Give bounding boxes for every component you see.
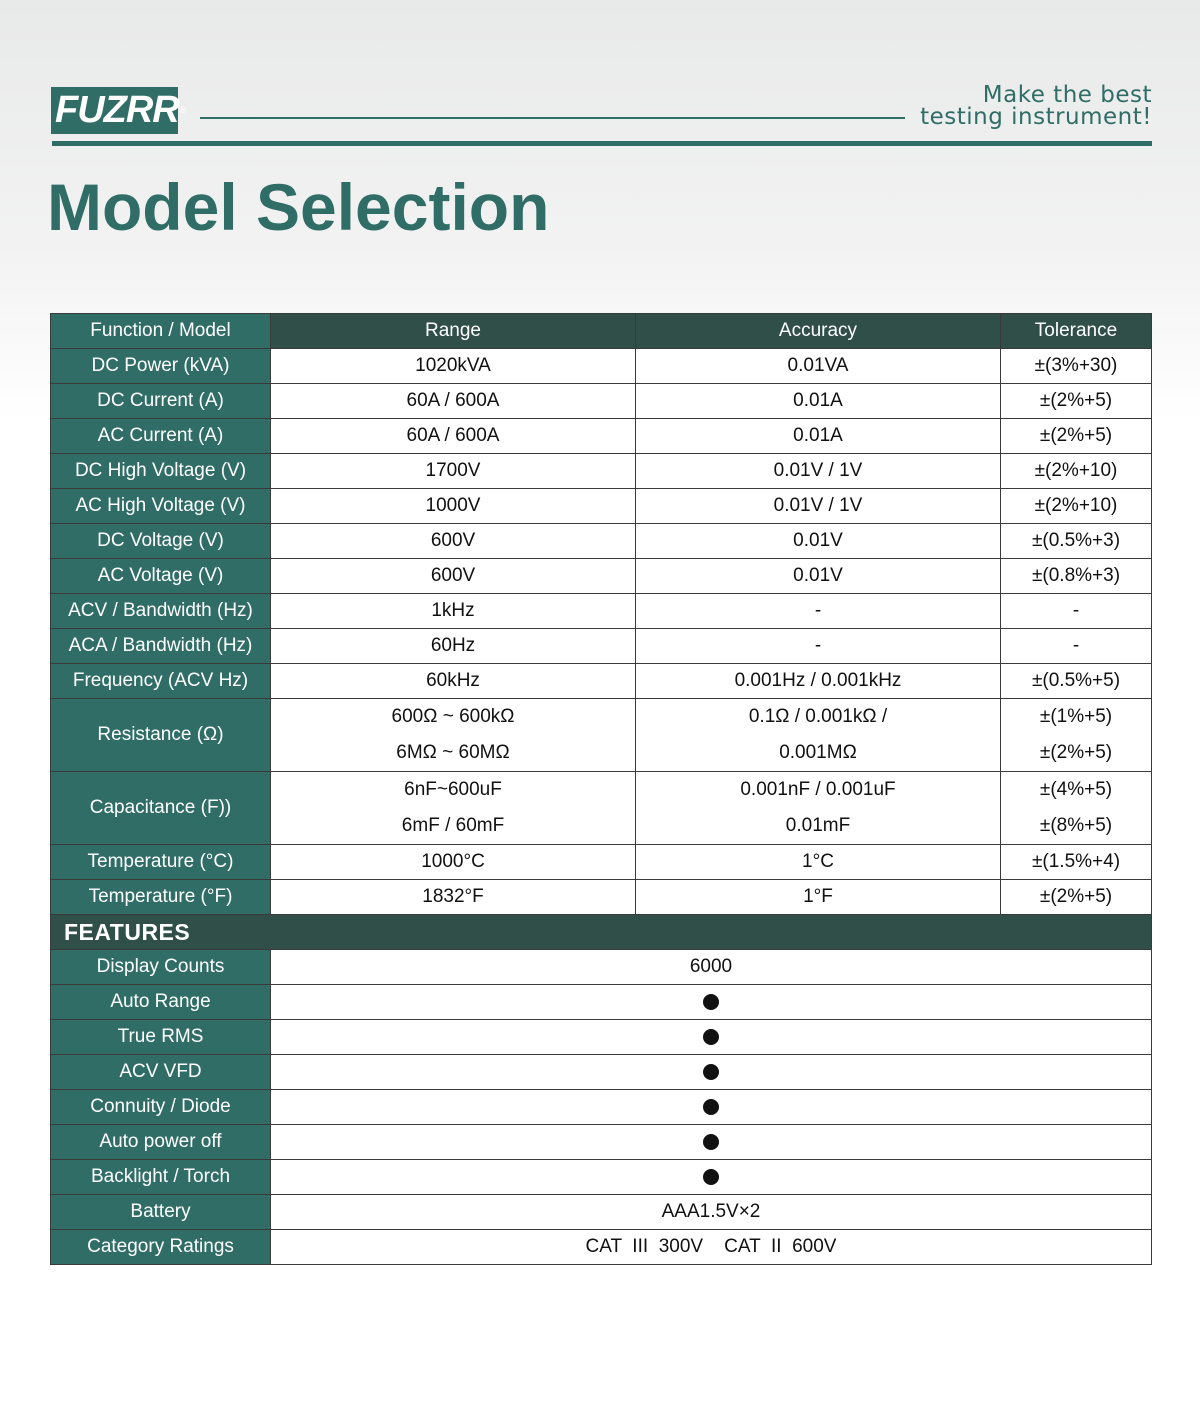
brand-logo-text: FUZRR xyxy=(55,89,179,131)
filled-dot-icon xyxy=(703,994,719,1010)
feature-label: True RMS xyxy=(51,1020,271,1055)
resistance-tolerance-1: ±(1%+5) xyxy=(1039,706,1113,727)
spec-accuracy: - xyxy=(636,629,1001,664)
spec-row xyxy=(51,384,1152,419)
spec-function: DC Voltage (V) xyxy=(51,524,271,559)
tagline-line-1: Make the best xyxy=(982,82,1152,108)
resistance-tolerance-2: ±(2%+5) xyxy=(1039,742,1113,763)
spec-accuracy: 0.01A xyxy=(636,419,1001,454)
temperature-f-accuracy: 1°F xyxy=(636,880,1001,915)
capacitance-label: Capacitance (F)) xyxy=(51,772,271,845)
spec-row xyxy=(51,664,1152,699)
spec-range: 600V xyxy=(271,524,636,559)
spec-range: 1000V xyxy=(271,489,636,524)
resistance-range-1: 600Ω ~ 600kΩ xyxy=(391,706,515,727)
capacitance-row xyxy=(51,772,1152,845)
spec-function: AC Current (A) xyxy=(51,419,271,454)
feature-row xyxy=(51,985,1152,1020)
tagline-line-2: testing instrument! xyxy=(920,104,1152,130)
header-divider-line xyxy=(200,117,905,119)
display-counts-row xyxy=(51,950,1152,985)
feature-row xyxy=(51,1125,1152,1160)
resistance-range xyxy=(271,699,636,772)
spec-range: 1700V xyxy=(271,454,636,489)
temperature-f-label: Temperature (°F) xyxy=(51,880,271,915)
features-header-row xyxy=(51,915,1152,950)
resistance-accuracy-2: 0.001MΩ xyxy=(779,742,857,763)
spec-row xyxy=(51,454,1152,489)
capacitance-accuracy xyxy=(636,772,1001,845)
capacitance-range-2: 6mF / 60mF xyxy=(401,815,505,836)
spec-tolerance: ±(0.5%+3) xyxy=(1001,524,1152,559)
spec-range: 60kHz xyxy=(271,664,636,699)
temperature-c-range: 1000°C xyxy=(271,845,636,880)
brand-tagline xyxy=(920,84,1152,128)
spec-tolerance: - xyxy=(1001,594,1152,629)
feature-row xyxy=(51,1090,1152,1125)
category-ratings-label: Category Ratings xyxy=(51,1230,271,1265)
spec-accuracy: 0.01V xyxy=(636,559,1001,594)
temperature-f-row xyxy=(51,880,1152,915)
spec-tolerance: ±(0.5%+5) xyxy=(1001,664,1152,699)
spec-function: AC High Voltage (V) xyxy=(51,489,271,524)
battery-value: AAA1.5V×2 xyxy=(271,1195,1152,1230)
feature-supported xyxy=(271,1020,1152,1055)
spec-accuracy: 0.01VA xyxy=(636,349,1001,384)
spec-accuracy: 0.01V / 1V xyxy=(636,489,1001,524)
filled-dot-icon xyxy=(703,1099,719,1115)
feature-supported xyxy=(271,1125,1152,1160)
header-range: Range xyxy=(271,314,636,349)
capacitance-range xyxy=(271,772,636,845)
temperature-c-accuracy: 1°C xyxy=(636,845,1001,880)
category-ratings-value: CAT III 300V CAT II 600V xyxy=(271,1230,1152,1265)
spec-row xyxy=(51,629,1152,664)
display-counts-label: Display Counts xyxy=(51,950,271,985)
spec-range: 600V xyxy=(271,559,636,594)
resistance-label: Resistance (Ω) xyxy=(51,699,271,772)
capacitance-tolerance xyxy=(1001,772,1152,845)
resistance-accuracy xyxy=(636,699,1001,772)
header-accuracy: Accuracy xyxy=(636,314,1001,349)
spec-range: 60Hz xyxy=(271,629,636,664)
spec-row xyxy=(51,419,1152,454)
capacitance-tolerance-1: ±(4%+5) xyxy=(1039,779,1113,800)
spec-accuracy: 0.01V xyxy=(636,524,1001,559)
spec-range: 1kHz xyxy=(271,594,636,629)
feature-label: Backlight / Torch xyxy=(51,1160,271,1195)
battery-label: Battery xyxy=(51,1195,271,1230)
temperature-c-label: Temperature (°C) xyxy=(51,845,271,880)
capacitance-tolerance-2: ±(8%+5) xyxy=(1039,815,1113,836)
feature-supported xyxy=(271,1090,1152,1125)
resistance-tolerance xyxy=(1001,699,1152,772)
spec-row xyxy=(51,524,1152,559)
spec-function: DC High Voltage (V) xyxy=(51,454,271,489)
header-rule xyxy=(52,141,1152,146)
feature-label: Auto power off xyxy=(51,1125,271,1160)
battery-row xyxy=(51,1195,1152,1230)
feature-supported xyxy=(271,985,1152,1020)
feature-row xyxy=(51,1020,1152,1055)
feature-supported xyxy=(271,1160,1152,1195)
spec-tolerance: ±(2%+5) xyxy=(1001,384,1152,419)
features-heading: FEATURES xyxy=(51,915,1152,950)
spec-tolerance: - xyxy=(1001,629,1152,664)
page-title: Model Selection xyxy=(47,170,550,244)
temperature-f-tolerance: ±(2%+5) xyxy=(1001,880,1152,915)
spec-tolerance: ±(2%+10) xyxy=(1001,454,1152,489)
spec-function: DC Current (A) xyxy=(51,384,271,419)
spec-range: 60A / 600A xyxy=(271,384,636,419)
feature-supported xyxy=(271,1055,1152,1090)
spec-row xyxy=(51,559,1152,594)
spec-tolerance: ±(0.8%+3) xyxy=(1001,559,1152,594)
feature-row xyxy=(51,1055,1152,1090)
spec-function: DC Power (kVA) xyxy=(51,349,271,384)
spec-function: Frequency (ACV Hz) xyxy=(51,664,271,699)
spec-tolerance: ±(2%+5) xyxy=(1001,419,1152,454)
brand-logo xyxy=(51,87,186,134)
header-function-model: Function / Model xyxy=(51,314,271,349)
registered-mark-icon: ® xyxy=(179,105,186,115)
filled-dot-icon xyxy=(703,1134,719,1150)
spec-row xyxy=(51,349,1152,384)
feature-label: ACV VFD xyxy=(51,1055,271,1090)
temperature-c-row xyxy=(51,845,1152,880)
spec-tolerance: ±(2%+10) xyxy=(1001,489,1152,524)
feature-label: Connuity / Diode xyxy=(51,1090,271,1125)
spec-function: ACA / Bandwidth (Hz) xyxy=(51,629,271,664)
capacitance-accuracy-2: 0.01mF xyxy=(785,815,851,836)
spec-range: 1020kVA xyxy=(271,349,636,384)
display-counts-value: 6000 xyxy=(271,950,1152,985)
feature-label: Auto Range xyxy=(51,985,271,1020)
resistance-range-2: 6MΩ ~ 60MΩ xyxy=(396,742,510,763)
spec-accuracy: - xyxy=(636,594,1001,629)
capacitance-accuracy-1: 0.001nF / 0.001uF xyxy=(740,779,896,800)
spec-range: 60A / 600A xyxy=(271,419,636,454)
filled-dot-icon xyxy=(703,1029,719,1045)
spec-function: AC Voltage (V) xyxy=(51,559,271,594)
feature-row xyxy=(51,1160,1152,1195)
spec-row xyxy=(51,489,1152,524)
temperature-c-tolerance: ±(1.5%+4) xyxy=(1001,845,1152,880)
category-ratings-row xyxy=(51,1230,1152,1265)
temperature-f-range: 1832°F xyxy=(271,880,636,915)
model-selection-table xyxy=(50,313,1152,1265)
filled-dot-icon xyxy=(703,1064,719,1080)
resistance-row xyxy=(51,699,1152,772)
resistance-accuracy-1: 0.1Ω / 0.001kΩ / xyxy=(748,706,888,727)
table-header-row xyxy=(51,314,1152,349)
filled-dot-icon xyxy=(703,1169,719,1185)
spec-tolerance: ±(3%+30) xyxy=(1001,349,1152,384)
spec-accuracy: 0.01V / 1V xyxy=(636,454,1001,489)
spec-accuracy: 0.001Hz / 0.001kHz xyxy=(636,664,1001,699)
spec-function: ACV / Bandwidth (Hz) xyxy=(51,594,271,629)
spec-row xyxy=(51,594,1152,629)
header-tolerance: Tolerance xyxy=(1001,314,1152,349)
spec-accuracy: 0.01A xyxy=(636,384,1001,419)
capacitance-range-1: 6nF~600uF xyxy=(404,779,502,800)
